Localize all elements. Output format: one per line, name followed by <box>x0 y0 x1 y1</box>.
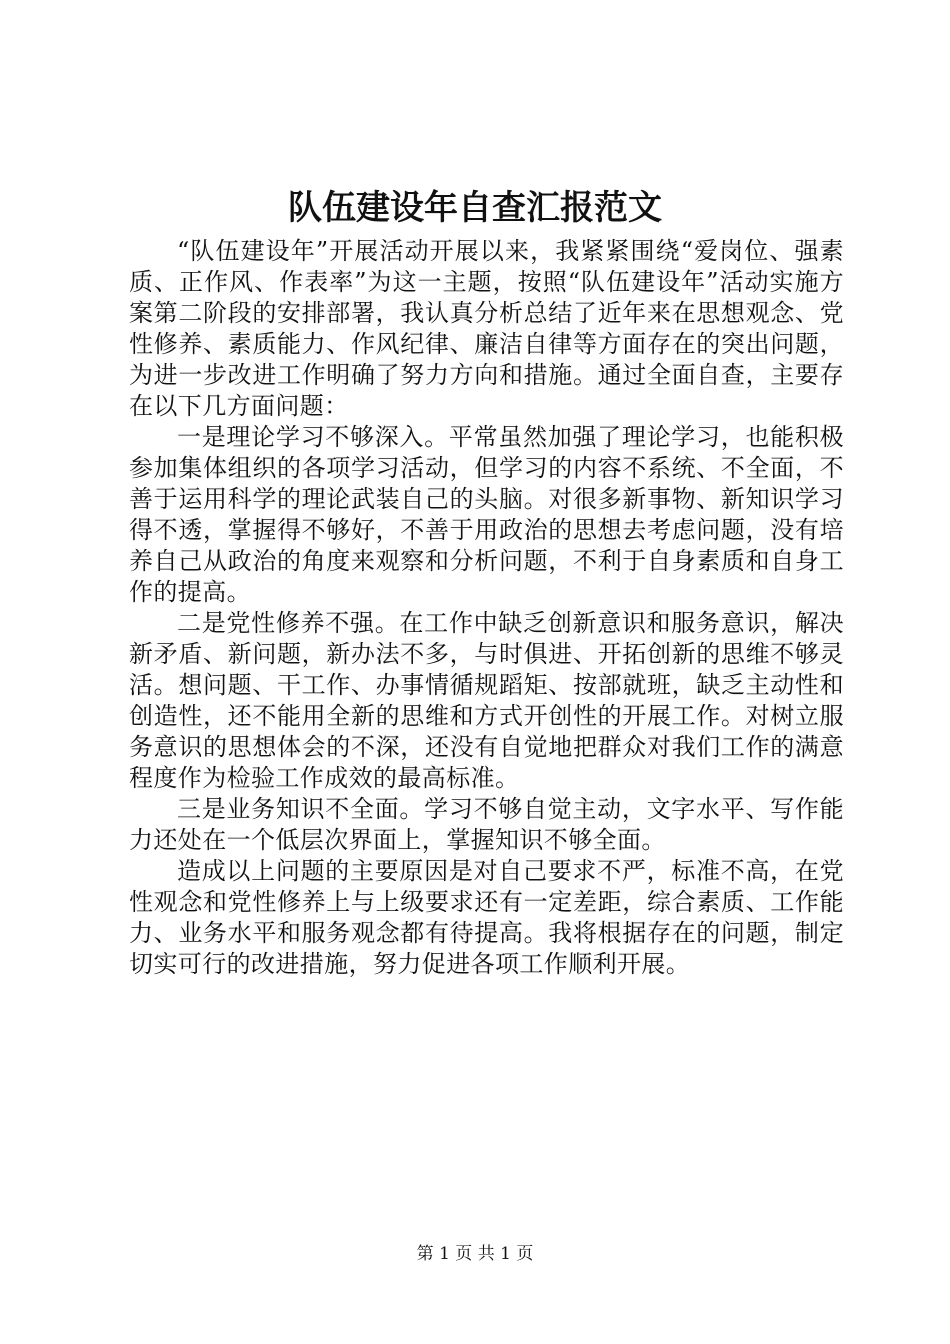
paragraph-issue-business-knowledge: 三是业务知识不全面。学习不够自觉主动，文字水平、写作能力还处在一个低层次界面上，掌握知识不够全面。 <box>129 795 844 854</box>
document-body <box>129 236 844 980</box>
page-footer: 第 1 页 共 1 页 <box>416 1244 534 1264</box>
paragraph-issue-theory: 一是理论学习不够深入。平常虽然加强了理论学习，也能积极参加集体组织的各项学习活动，但学习的内容不系统、不全面，不善于运用科学的理论武装自己的头脑。对很多新事物、新知识学习得不透，掌握得不够好，不善于用政治的思想去考虑问题，没有培养自己从政治的角度来观察和分析问题，不利于自身素质和自身工作的提高。 <box>129 423 844 606</box>
paragraph-intro: “队伍建设年”开展活动开展以来，我紧紧围绕“爱岗位、强素质、正作风、作表率”为这一主题，按照“队伍建设年”活动实施方案第二阶段的安排部署，我认真分析总结了近年来在思想观念、党性修养、素质能力、作风纪律、廉洁自律等方面存在的突出问题，为进一步改进工作明确了努力方向和措施。通过全面自查，主要存在以下几方面问题： <box>129 237 844 420</box>
paragraph-conclusion: 造成以上问题的主要原因是对自己要求不严，标准不高，在党性观念和党性修养上与上级要求还有一定差距，综合素质、工作能力、业务水平和服务观念都有待提高。我将根据存在的问题，制定切实可行的改进措施，努力促进各项工作顺利开展。 <box>129 857 844 978</box>
paragraph-issue-party-spirit: 二是党性修养不强。在工作中缺乏创新意识和服务意识，解决新矛盾、新问题，新办法不多，与时俱进、开拓创新的思维不够灵活。想问题、干工作、办事情循规蹈矩、按部就班，缺乏主动性和创造性，还不能用全新的思维和方式开创性的开展工作。对树立服务意识的思想体会的不深，还没有自觉地把群众对我们工作的满意程度作为检验工作成效的最高标准。 <box>129 609 844 792</box>
document-title: 队伍建设年自查汇报范文 <box>288 188 662 228</box>
